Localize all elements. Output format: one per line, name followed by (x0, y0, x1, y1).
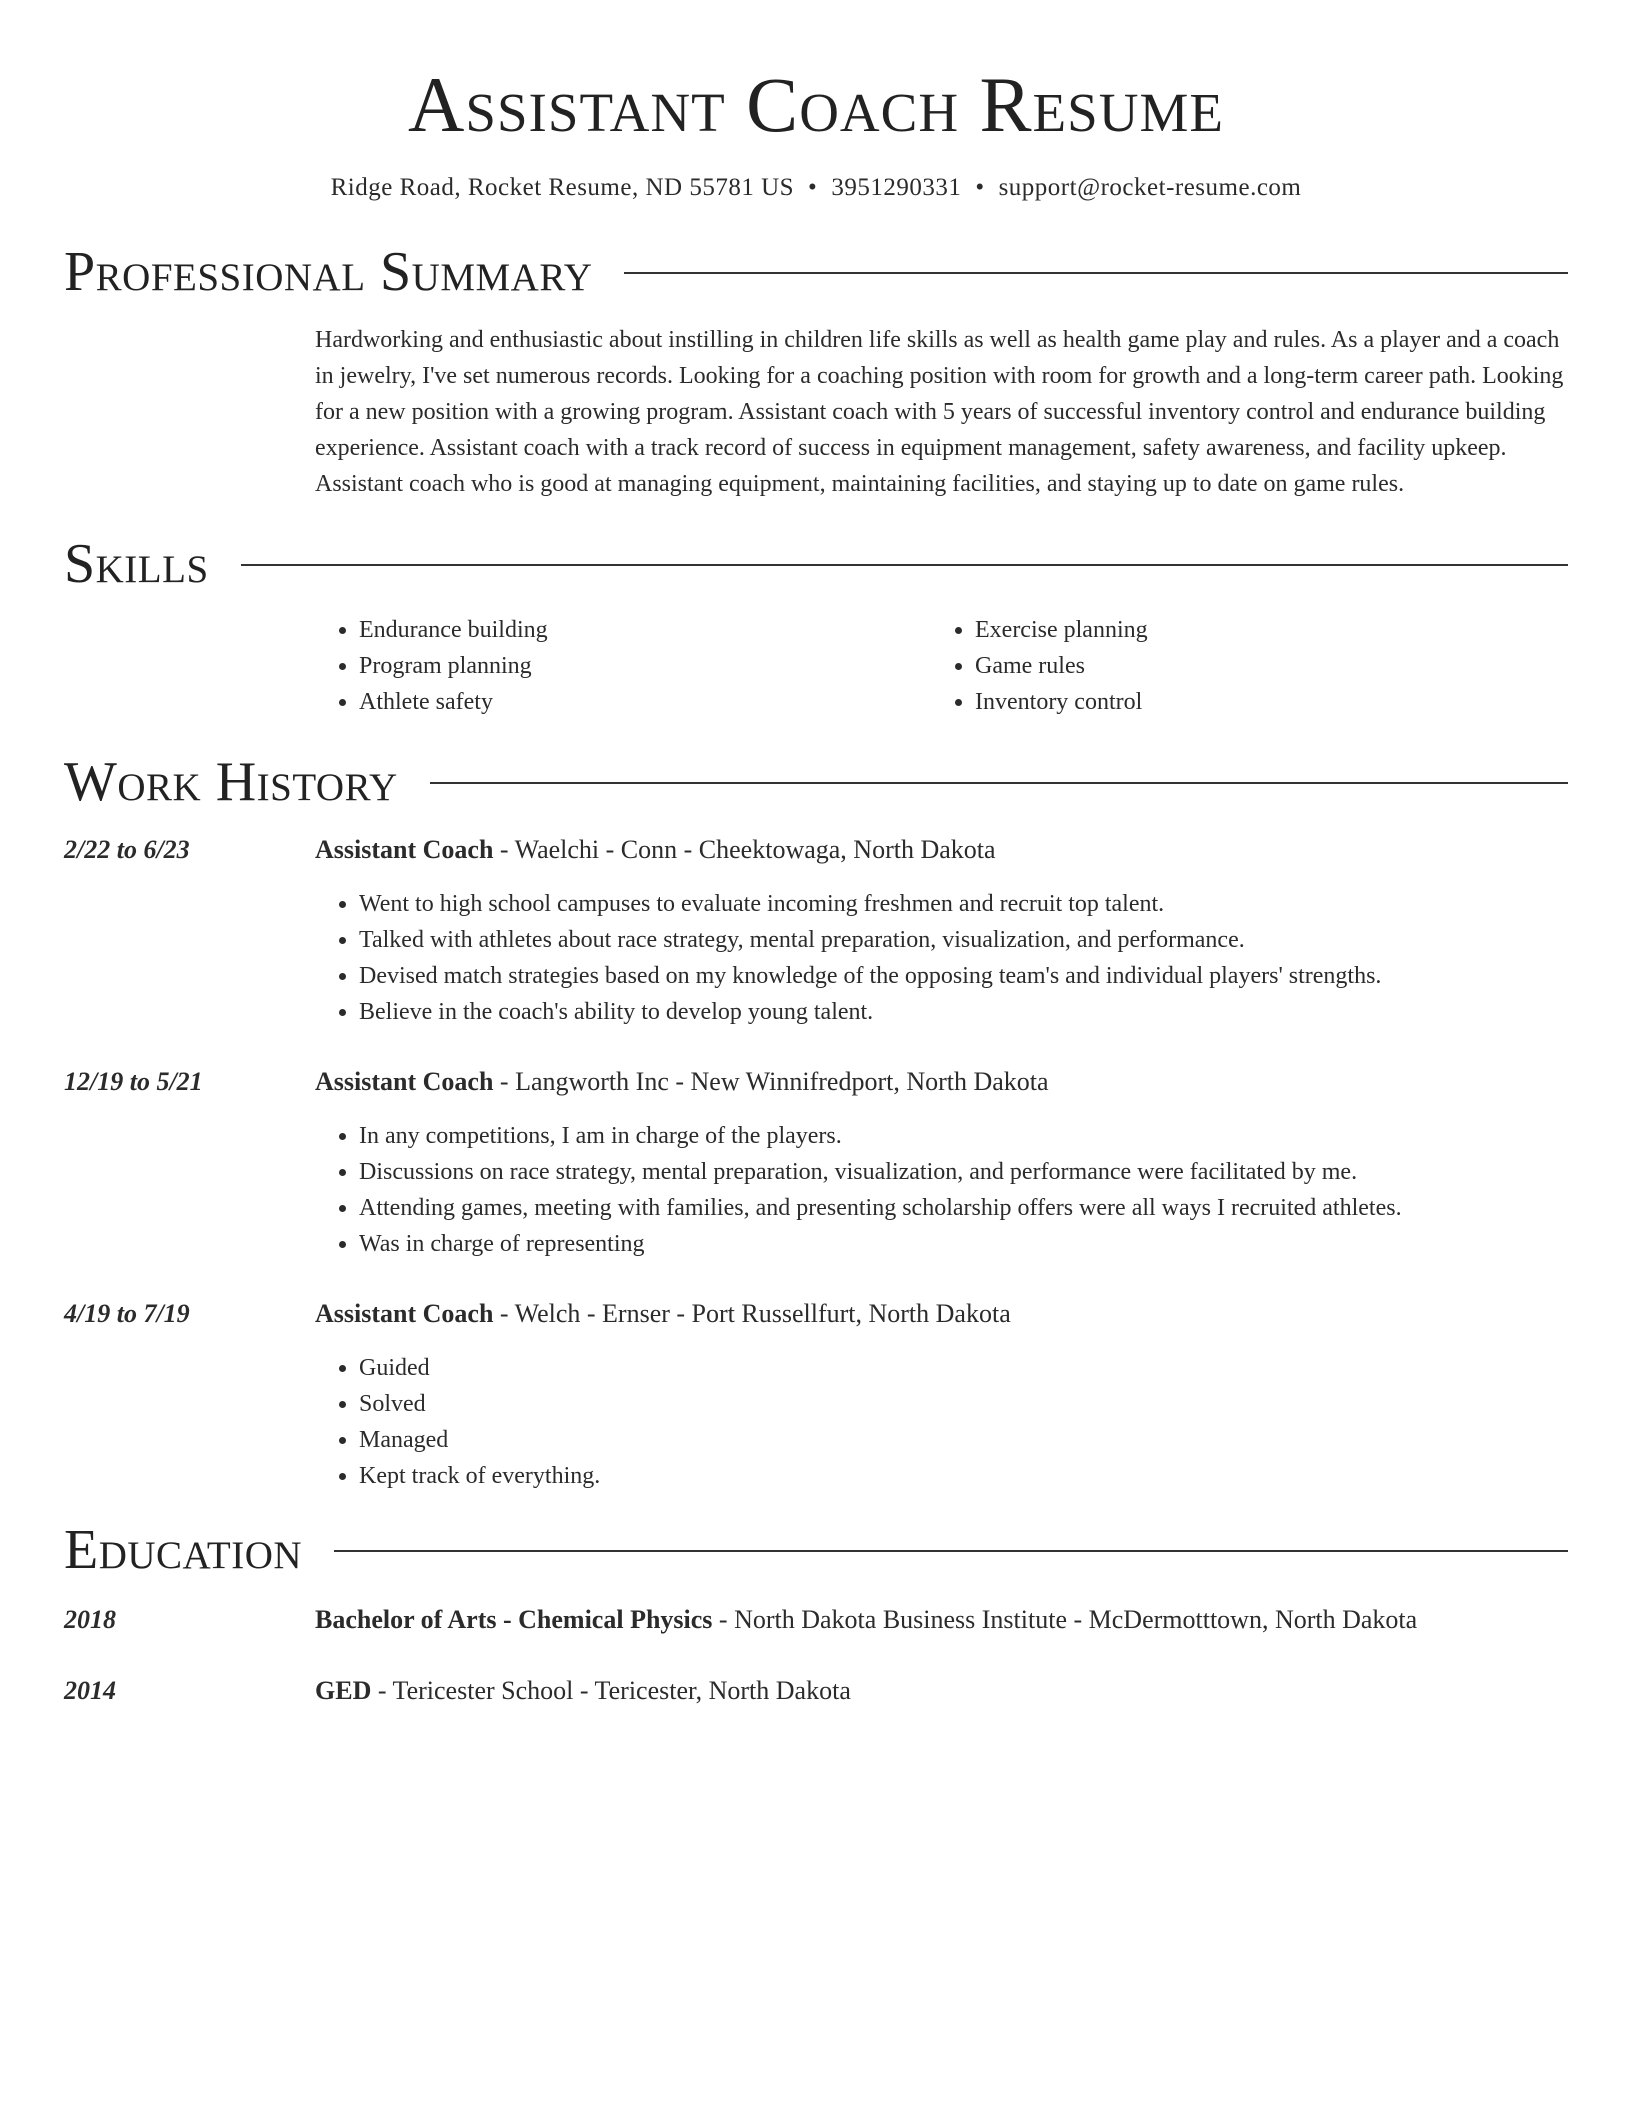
education-degree: GED (315, 1676, 372, 1705)
work-entry-body (315, 1296, 1568, 1494)
education-entry (64, 1673, 1568, 1709)
work-entry-heading (315, 1064, 1568, 1100)
work-dates: 12/19 to 5/21 (64, 1067, 203, 1096)
job-bullet: • Discussions on race strategy, mental preparation, visualization, and performance were facilitated by me. (359, 1154, 1568, 1190)
work-entry-heading (315, 832, 1568, 868)
skill-item: • Exercise planning (975, 612, 1547, 648)
contact-line (64, 172, 1568, 204)
work-entry (64, 1064, 1568, 1262)
job-bullet: • Went to high school campuses to evaluate incoming freshmen and recruit top talent. (359, 886, 1568, 922)
skill-item: • Game rules (975, 648, 1547, 684)
work-section-header (64, 750, 1568, 814)
job-position: Assistant Coach (315, 835, 494, 864)
job-bullets (315, 886, 1568, 1030)
job-bullet: • Attending games, meeting with families, and presenting scholarship offers were all ways I recruited athletes. (359, 1190, 1568, 1226)
job-bullet: • Devised match strategies based on my knowledge of the opposing team's and individual players' strengths. (359, 958, 1568, 994)
job-details: - Waelchi - Conn - Cheektowaga, North Dakota (493, 835, 996, 864)
section-divider (430, 782, 1568, 784)
job-bullet: • Believe in the coach's ability to develop young talent. (359, 994, 1568, 1030)
work-entry (64, 832, 1568, 1030)
job-bullet: • Kept track of everything. (359, 1458, 1568, 1494)
skills-section-title: Skills (64, 533, 209, 595)
section-divider (334, 1550, 1568, 1552)
job-details: - Langworth Inc - New Winnifredport, North Dakota (493, 1067, 1049, 1096)
work-dates: 2/22 to 6/23 (64, 835, 190, 864)
resume-title: Assistant Coach Resume (408, 61, 1224, 148)
job-position: Assistant Coach (315, 1299, 494, 1328)
skill-item: • Inventory control (975, 684, 1547, 720)
job-bullets (315, 1350, 1568, 1494)
education-year: 2014 (64, 1676, 116, 1705)
resume-page (64, 0, 1568, 1709)
education-section-title: Education (64, 1519, 303, 1581)
work-section-title: Work History (64, 751, 398, 813)
job-bullet: • In any competitions, I am in charge of the players. (359, 1118, 1568, 1154)
work-entry (64, 1296, 1568, 1494)
education-section-header (64, 1518, 1568, 1582)
work-entry-heading (315, 1296, 1568, 1332)
education-entry-heading (315, 1602, 1568, 1638)
skills-column-left (315, 612, 931, 720)
section-divider (624, 272, 1568, 274)
education-entry-heading (315, 1673, 1568, 1709)
job-bullets (315, 1118, 1568, 1262)
skill-item: • Endurance building (359, 612, 931, 648)
skill-item: • Program planning (359, 648, 931, 684)
contact-phone: 3951290331 (831, 174, 962, 201)
summary-text: Hardworking and enthusiastic about instilling in children life skills as well as health game play and rules. As a player and a coach in jewelry, I've set numerous records. Looking for a coaching position with room for growth and a long-term career path. Looking for a new position with a growing program. Assistant coach with 5 years of successful inventory control and endurance building experience. Assistant coach with a track record of success in equipment management, safety awareness, and facility upkeep. Assistant coach who is good at managing equipment, maintaining facilities, and staying up to date on game rules. (315, 327, 1564, 497)
education-entry-body (315, 1602, 1568, 1638)
job-bullet: • Talked with athletes about race strategy, mental preparation, visualization, and performance. (359, 922, 1568, 958)
education-details: - Tericester School - Tericester, North Dakota (371, 1676, 851, 1705)
contact-email: support@rocket-resume.com (998, 174, 1302, 201)
section-divider (241, 564, 1568, 566)
contact-separator: • (975, 174, 985, 201)
summary-section-header (64, 240, 1568, 304)
contact-separator: • (808, 174, 818, 201)
education-entry-body (315, 1673, 1568, 1709)
skills-section-header (64, 532, 1568, 596)
skill-item: • Athlete safety (359, 684, 931, 720)
education-degree: Bachelor of Arts - Chemical Physics (315, 1605, 713, 1634)
work-entry-body (315, 1064, 1568, 1262)
education-entry (64, 1602, 1568, 1638)
skills-column-right (931, 612, 1547, 720)
work-dates: 4/19 to 7/19 (64, 1299, 190, 1328)
job-position: Assistant Coach (315, 1067, 494, 1096)
work-entry-body (315, 832, 1568, 1030)
contact-address: Ridge Road, Rocket Resume, ND 55781 US (330, 174, 795, 201)
education-year: 2018 (64, 1605, 116, 1634)
job-bullet: • Was in charge of representing (359, 1226, 1568, 1262)
skills-list (315, 612, 1568, 720)
summary-body (315, 322, 1568, 502)
summary-section-title: Professional Summary (64, 241, 593, 303)
job-details: - Welch - Ernser - Port Russellfurt, North Dakota (493, 1299, 1011, 1328)
education-details: - North Dakota Business Institute - McDermotttown, North Dakota (712, 1605, 1418, 1634)
job-bullet: • Managed (359, 1422, 1568, 1458)
job-bullet: • Solved (359, 1386, 1568, 1422)
job-bullet: • Guided (359, 1350, 1568, 1386)
